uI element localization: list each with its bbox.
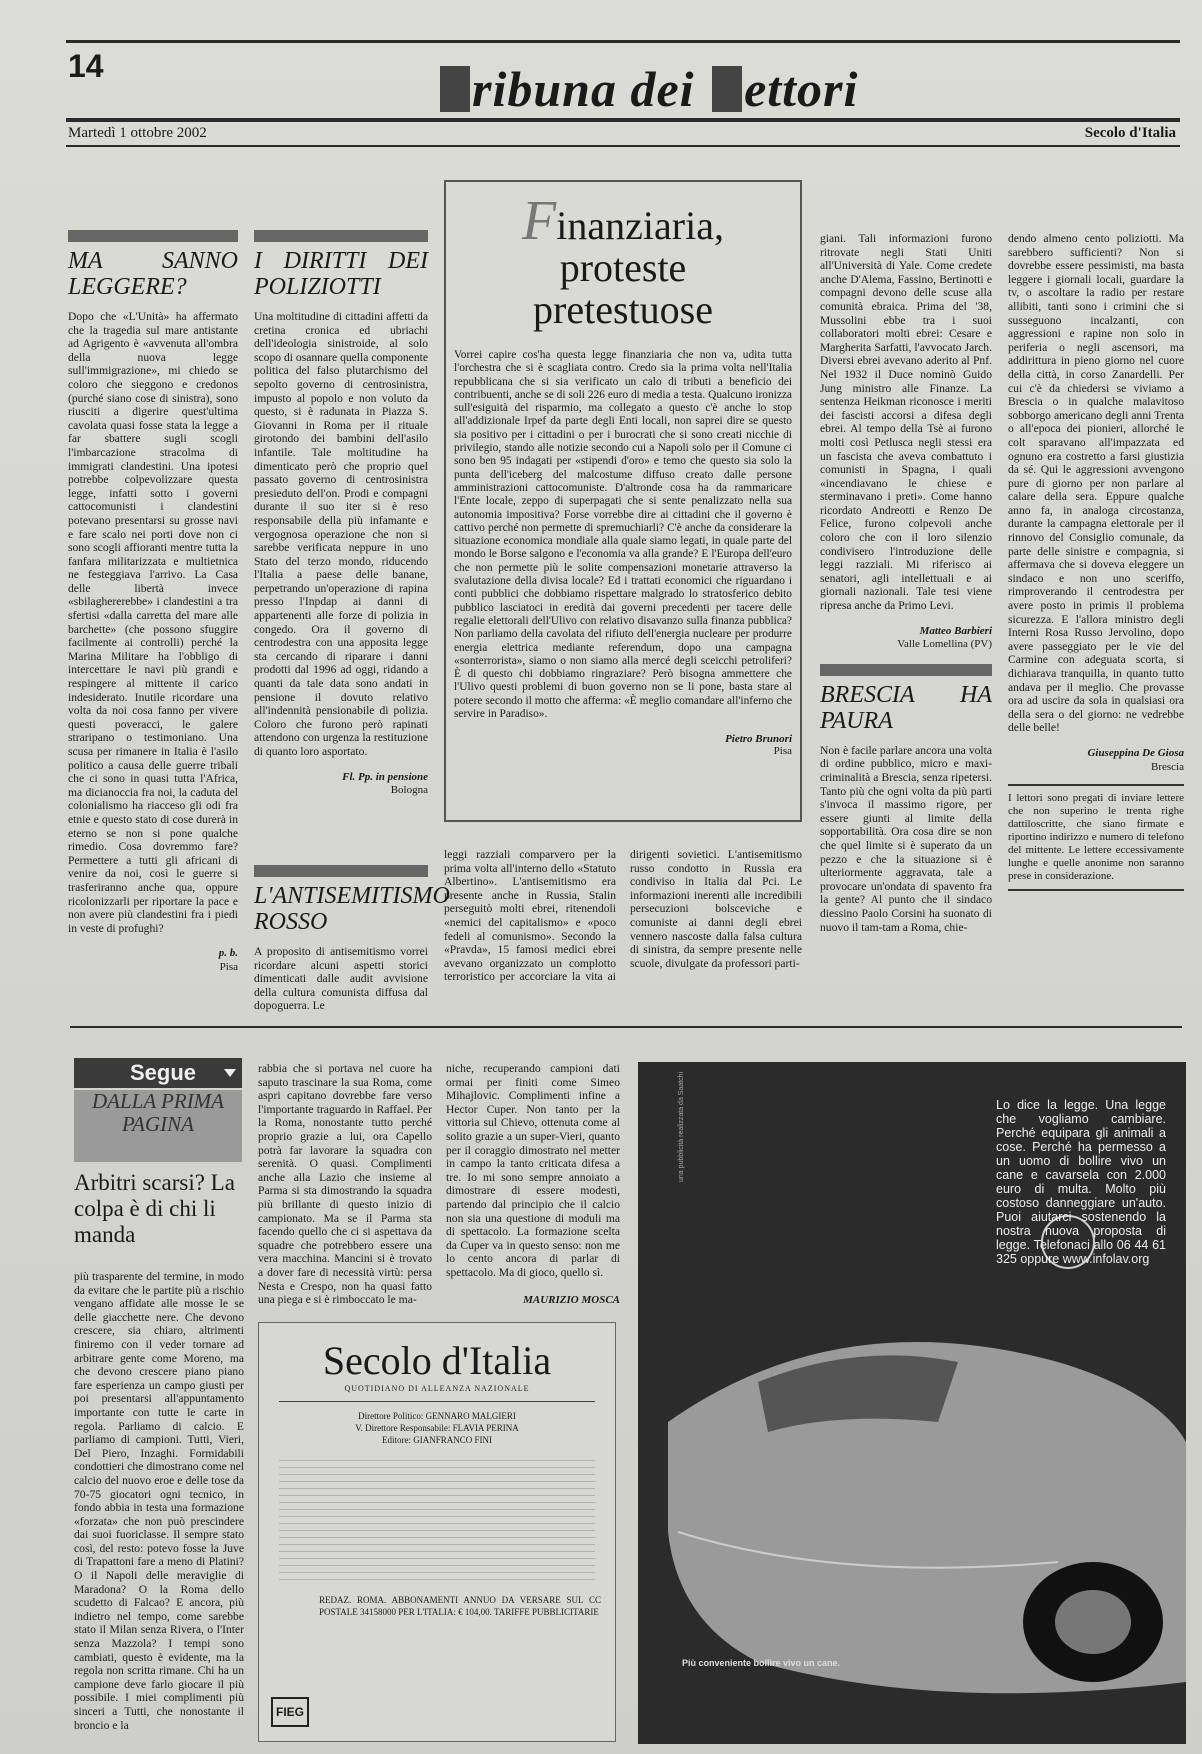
letter-title: BRESCIA HA PAURA — [820, 681, 992, 734]
masthead-rule — [66, 118, 1180, 122]
letter-place: Valle Lomellina (PV) — [897, 638, 992, 651]
publisher-subtitle: QUOTIDIANO DI ALLEANZA NAZIONALE — [344, 1384, 530, 1393]
featured-body: Vorrei capire cos'ha questa legge finanziaria che non va, udita tutta l'orchestra che si è scagliata contro. Credo sia la prima volta nell'Italia repubblicana che si sia verificato un calo di tributi a beneficio dei contribuenti, anche se di soli 226 euro di media a testa. Qualcuno ironizza sull'esiguità del risparmio, ma collegato a questo c'è anche lo stop all'addizionale Irpef da parte degli Enti locali, non saprei dire se questo sia positivo per i cittadini o per i burocrati che si sono creati nicchie di privilegio, stando alle notizie secondo cui a Napoli solo per il Comune ci sono ben 95 indagati per «stipendi d'oro» e temo che questo sia solo la punta dell'iceberg del malcostume diffuso creato dalle persone amministrazioni cattocomuniste. D'altronde cosa ha da rammaricare l'Ente locale, zeppo di superpagati che si sente penalizzato nella sua autonomia impositiva? Forse vorrebbe dire ai cittadini che il governo è cattivo perché non permette di spremuchiarli? C'è anche da considerare la situazione economica mondiale alla quale siamo legati, in quale parte del mondo le Borse salgono e l'economia va alla grande? E l'Europa dell'euro che non permette più le solite compensazioni monetarie attraverso la svalutazione della divisa locale? Ed i trattati economici che riguardano i conti pubblici che dobbiamo rispettare malgrado lo stratosferico debito pubblico lasciatoci in eredità dai governi precedenti per tacere delle regalie elettorali dell'Ulivo con relativo disavanzo sulla finanza pubblica? Non parliamo della cavolata del rifiuto dell'energia nucleare per produrre energia elettrica mediante referendum, dopo una campagna «sonterrorista», siamo o non siamo alla mercé degli sceicchi petroliferi? È di questo chi dobbiamo ringraziare? Però bisogna ammettere che l'Ulivo questi problemi di buon governo non se li pone, basta stare al potere secondo il motto che afferma: «È meglio comandare all'inferno che servire in Paradiso». — [454, 349, 792, 721]
featured-letter-box — [444, 180, 802, 822]
date-rule — [66, 145, 1180, 147]
letter-signature: Fl. Pp. in pensione — [342, 770, 428, 783]
publisher-footer: REDAZ. ROMA. ABBONAMENTI ANNUO DA VERSARE SUL CC POSTALE 34158000 PER L'ITALIA: € 104,00. TARIFFE PUBBLICITARIE — [319, 1595, 601, 1617]
letter-body: dendo almeno cento poliziotti. Ma sarebbero sufficienti? Non si dovrebbe essere pessimisti, ma basta leggere i giornali locali, guardare la tv, o ascoltare la radio per restare allibiti, tanti sono i crimini che si susseguono incalzanti, con aggressioni e rapine non solo in periferia o negli ascensori, ma addirittura in pieno giorno nel cuore della città, in corso Zanardelli. Per cui c'è da chiedersi se viviamo a Brescia o in qualche malavitoso sobborgo americano degli anni Trenta o all'epoca dei pionieri, allorché le colt sparavano all'impazzata ed ognuno era costretto a farsi giustizia da sé. Qui le aggressioni avvengono pure di giorno per non parlare al calare della sera. Eppure qualche anno fa, in analoga circostanza, durante la campagna elettorale per il rinnovo del Consiglio comunale, da parte delle sinistre e compagnia, si affermava che si doveva eleggere un sindaco e non uno sceriffo, rimproverando il centrodestra per avere posto in primis il problema sicurezza. E l'allora ministro degli Interni Rosa Russo Jervolino, dopo avere passeggiato per le vie del Carmine con adeguata scorta, si dichiarava tranquilla, in quanto tutto andava per il meglio. Che provasse ora ad uscire da sola in qualsiasi ora della sera o del giorno: ne vedrebbe delle belle! — [1008, 232, 1184, 735]
ad-credit: una pubblicità realizzata da Saatchi — [678, 1071, 685, 1182]
top-rule — [66, 40, 1180, 43]
letter-place: Pisa — [219, 960, 238, 973]
featured-place: Pisa — [773, 745, 792, 758]
letter-title: MA SANNO LEGGERE? — [68, 248, 238, 300]
publisher-line: Direttore Politico: GENNARO MALGIERI — [358, 1411, 516, 1421]
headline-bar — [254, 865, 428, 877]
headline-bar — [68, 230, 238, 242]
letter-brescia-end — [1008, 232, 1184, 891]
publisher-line: V. Direttore Responsabile: FLAVIA PERINA — [355, 1423, 519, 1433]
arrow-down-icon — [224, 1069, 236, 1077]
letter-antisemitismo-continued: leggi razziali comparvero per la prima volta all'interno dello «Statuto Albertino». L'antisemitismo era presente anche in Russia, Stalin perseguitò molti ebrei, ritenendoli «nemici del capitalismo» e «poco fedeli al comunismo». Secondo la «Pravda», 15 famosi medici ebrei avevano organizzato un complotto terroristico per accorciare la vita ai dirigenti sovietici. L'antisemitismo russo condotto in Russia era condiviso in Italia dal Pci. Le informazioni inerenti alle incredibili persecuzioni bolsceviche e comuniste ai danni degli ebrei vennero nascoste dalla falsa cultura di sinistra, da sempre presente nelle scuole, divulgate da professori parti- — [444, 848, 802, 984]
headline-bar — [254, 230, 428, 242]
letter-place: Brescia — [1151, 760, 1184, 773]
masthead: ribuna dei ettori — [440, 60, 858, 118]
letter-diritti-poliziotti — [254, 230, 428, 798]
segue-body-1: più trasparente del termine, in modo da evitare che le partite più a rischio vengano affidate alle mosse le se delle giacchette nere. Che devono crescere, sia chiaro, altrimenti finiremo con il veder tornare ad arbitrare gente come Moreno, ma che devono crescere piano piano fare esperienza un campo giusti per poi presentarsi all'appuntamento importante con tutte le carte in regola. Parliamo di calcio. E parliamo di campioni. Tutti, Vieri, Del Piero, Inzaghi. Formidabili condottieri che dimostrano come nel calcio del nuovo eroe e delle tose da 70-75 giocatori ogni tecnico, in fondo abbia in testa una formazione «forzata» che non può prescindere dai suoi fuoriclasse. Il sempre stato così, del resto: potevo fosse la Juve di Trapattoni fare a meno di Platini? O il Napoli delle meraviglie di Maradona? O la Roma dello scudetto di Falcao? E ancora, più indietro nel tempo, come sarebbe stato il Milan senza Rivera, o l'Inter senza Mazzola? I tempi sono cambiati, questo è evidente, ma la regola non scritta rimane. Chi ha un campione deve farlo giocare il più possibile. I miei complimenti più sinceri a Tutti, che nonostante il broncio e la — [74, 1270, 244, 1732]
letter-signature: Giuseppina De Giosa — [1087, 746, 1184, 759]
letters-notice: I lettori sono pregati di inviare lettere che non superino le trenta righe dattiloscritte, che siano firmate e riportino indirizzo e numero di telefono del mittente. Le lettere eccessivamente lunghe e quelle anonime non saranno prese in considerazione. — [1008, 784, 1184, 891]
headline-bar — [820, 664, 992, 676]
ad-copy: Lo dice la legge. Una legge che vogliamo cambiare. Perché equipara gli animali a cose. Perché ha permesso a un uomo di bollire vivo un cane e cavarsela con 2.000 euro di multa. Molto più costoso danneggiare un'auto. Puoi aiutarci sostenendo la nostra nuova proposta di legge. Telefonaci allo 06 44 61 325 oppure www.infolav.org — [996, 1098, 1166, 1266]
letter-signature: Matteo Barbieri — [919, 624, 992, 637]
letter-body: Non è facile parlare ancora una volta di ordine pubblico, micro e maxi-criminalità a Brescia, senza ripetersi. Tanto più che ogni volta da più parti s'invoca il massimo rigore, per essere giunti al limite della sopportabilità. Ora cosa dire se non che quel limite si è superato da un pezzo e che la situazione si è ulteriormente aggravata, tale a provocare un'ondata di spavento fra la gente? Al punto che il sindaco diessino Paolo Corsini ha suonato di nuovo il tam-tam a Roma, chie- — [820, 743, 992, 934]
letter-antisemitismo-end — [820, 232, 992, 934]
publisher-box — [258, 1322, 616, 1742]
lav-advertisement — [638, 1062, 1186, 1744]
segue-body-2: rabbia che si portava nel cuore ha saputo trascinare la sua Roma, come aspri capitano dovrebbe fare verso l'importante traguardo in Raffael. Per la Roma, nonostante tutto perché proprio grazie a lui, ora Capello potrà far lavorare la squadra con serenità. O quasi. Complimenti anche alla Lazio che insieme al Parma si sta dimostrando la squadra più brillante di questo inizio di campionato. Ma se il Parma sta facendo quello che ci si aspettava da squadre che potrebbero essere una vera macchina. Mancini si è trovato a dover fare di necessità virtù: persa Nesta e Crespo, non ha quasi fatto una piega e si è rimboccato le ma- — [258, 1062, 432, 1307]
featured-title: Finanziaria, proteste pretestuose — [522, 190, 724, 332]
letter-title: L'ANTISEMITISMO ROSSO — [254, 883, 450, 935]
letter-antisemitismo — [254, 865, 450, 1013]
newspaper-name: Secolo d'Italia — [1084, 125, 1176, 141]
letter-title: I DIRITTI DEI POLIZIOTTI — [254, 248, 428, 300]
section-rule — [70, 1026, 1182, 1028]
segue-signature: MAURIZIO MOSCA — [523, 1294, 620, 1306]
segue-body-3: niche, recuperando campioni dati ormai per finiti come Simeo Mihajlovic. Complimenti infine a Hector Cuper. Non tanto per la vittoria sul Chievo, ottenuta come al solito grazie a un super-Vieri, quanto per il coraggio dimostrato nel metter in campo la tanto criticata difesa a tre. Io mi sono sempre annoiato a dimostrare di essere modesti, partendo dal principio che il calcio non sia una questione di moduli ma di spettacolo. La formazione scelta da Cuper va in questo senso: non me lo cento ancora di parlar di spettacolo. Ma di gioco, quello sì. — [446, 1062, 620, 1279]
from-front-page-label: DALLA PRIMA PAGINA — [74, 1090, 242, 1162]
publisher-line: Editore: GIANFRANCO FINI — [382, 1435, 492, 1445]
ad-tagline: Più conveniente bollire vivo un cane. — [682, 1658, 841, 1668]
letter-body: giani. Tali informazioni furono ritrovate negli Stati Uniti all'Università di Yale. Come credete anche D'Alema, Fassino, Bertinotti e compagni devono delle scuse alla comunità ebraica. Prima del '38, Mussolini ebbe tra i suoi collaboratori molti ebrei: Cesare e Margherita Sarfatti, l'avvocato Jarch. Diversi ebrei avevano aderito al Pnf. Nel 1932 il Duce nominò Guido Jung ministro alle Finanze. La sentenza Heikman riconosce i meriti dei fascisti accorsi a difesa degli ebrei. Al tempo della Tsè ai furono molti così Petlusca negli stessi era un fascista che aveva combattuto i comunisti in Spagna, i quali «incendiavano le chiese e sterminavano i preti». Come hanno ricordato Andreotti e Renzo De Felice, furono colpevoli anche coloro che con il loro silenzio condivisero l'introduzione delle leggi razziali. Mi riferisco ai senatori, agli intellettuali e ai giornali nazionali. Tale tesi viene ripresa anche da Primo Levi. — [820, 232, 992, 613]
page-number: 14 — [68, 48, 104, 84]
letter-body: Una moltitudine di cittadini affetti da cretina cronica ed ubriachi dell'ideologia sinistroide, al solo scopo di osannare quella componente politica del falso plutarchismo del sepolto governo di centrosinistra, impusto al popolo e non voluto da questo, si è radunata in Piazza S. Giovanni in Roma per il rituale girotondo dei bambini dell'asilo infantile. Tale moltitudine ha dimenticato però che proprio quel passato governo di centrosinistra presieduto dell'on. Prodi e compagni durante il suo iter si è reso responsabile della più infamante e vergognosa operazione che non si sarebbe verificata neppure in uno Stato del terzo mondo, riducendo l'Italia a paese delle banane, perpetrando un'operazione di rapina presso l'Inpdap ai danni di appartenenti alle forze di polizia in congedo. Ora il governo di centrodestra con una apposita legge sta cercando di riparare i danni prodotti dal 1996 ad oggi, ridando a quanti da tale data sono andati in pensione il dovuto relativo all'indennità pensionabile di polizia. Coloro che furono però rapinati attendono con urgenza la restituzione di quanto loro asportato. — [254, 310, 428, 758]
segue-banner: Segue — [74, 1058, 242, 1088]
featured-signature: Pietro Brunori — [725, 733, 792, 746]
publisher-title: Secolo d'Italia — [322, 1338, 552, 1383]
letter-body: A proposito di antisemitismo vorrei ricordare alcuni aspetti storici dimenticati dalle audit avvisione della cultura comunista diffusa dal dopoguerra. Le — [254, 945, 428, 1013]
letter-body: Dopo che «L'Unità» ha affermato che la tragedia sul mare antistante ad Agrigento è «avvenuta all'ombra della nuova legge sull'immigrazione», mi chiedo se coloro che sieggono e credonos (purché siano cose di sinistra), sono riusciti a digerire quest'ultima cavolata quasi fosse stata la legge a far sbattere sugli scogli l'imbarcazione stracolma di immigrati clandestini. Una ipotesi potrebbe colpevolizzare questa legge, infatti sotto i governi cattocomunisti i clandestini potevano presentarsi su grosse navi e fare scalo nei porti dove non ci sono scogli affioranti mentre tutta la fanfara militarizzata e multietnica ne festeggiava l'arrivo. La Casa delle libertà invece «sbilaghererebbe» i clandestini a tra sfertisi «dalla carretta del mare alle barchette» (che possono sfuggire facilmente ai controlli) perché la Marina Militare ha l'obbligo di intercettare le navi più grandi e respingere al mittente il carico indesiderato. Inutile ricordare una volta da noi cosa fanno per vivere questi poveracci, le galere straripano o testimoniano. Una scusa per rimanere in Italia è l'asilo politico a causa delle guerre tribali che ci sono in quasi tutta l'Africa, ma dicianoccia fra noi, la caduta del colonialismo ha riacceso gli odi fra etnie e questo stato di cose durerà in eterno se non si pone qualche rimedio. Cosa dovremmo fare? Permettere a tutti gli africani di venire da noi, così le guerre si trasferiranno anche qua, oppure ricolonizzarli per riportare la pace e non avere più clandestini fra i piedi in veste di profughi? — [68, 310, 238, 935]
fieg-logo: FIEG — [271, 1697, 309, 1727]
letter-place: Bologna — [390, 784, 428, 797]
issue-date: Martedì 1 ottobre 2002 — [68, 125, 207, 141]
segue-headline: Arbitri scarsi? La colpa è di chi li manda — [74, 1170, 235, 1247]
letter-signature: p. b. — [218, 947, 238, 960]
letter-ma-sanno-leggere — [68, 230, 238, 975]
